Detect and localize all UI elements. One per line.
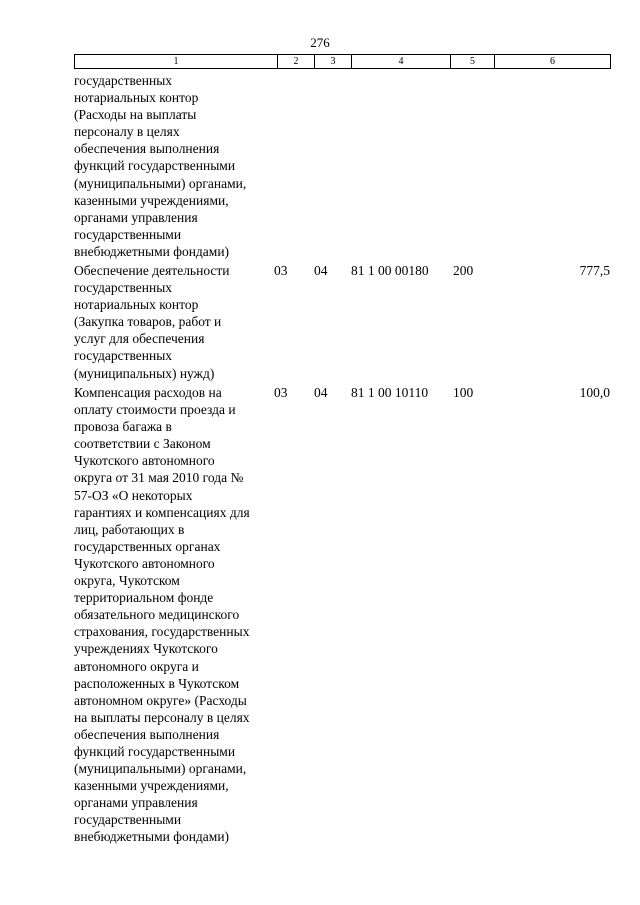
target-article-code: 81 1 00 00180	[351, 263, 429, 278]
description-line: территориальном фонде	[74, 590, 214, 606]
description-line: (муниципальных) нужд)	[74, 365, 215, 381]
column-number-5: 5	[451, 55, 495, 69]
description-line: (Закупка товаров, работ и	[74, 314, 222, 330]
description-line: обеспечения выполнения	[74, 141, 220, 157]
column-number-6: 6	[495, 55, 611, 69]
description-line: 57-ОЗ «О некоторых	[74, 487, 193, 503]
description-line: функций государственными	[74, 743, 236, 759]
description-line: государственных органах	[74, 538, 221, 554]
description-line: государственными	[74, 226, 182, 242]
description-line: внебюджетными фондами)	[74, 829, 230, 845]
column-number-2: 2	[278, 55, 315, 69]
target-article-code: 81 1 00 10110	[351, 385, 429, 400]
description-line: автономного округа и	[74, 658, 199, 674]
description-line: Чукотского автономного	[74, 555, 215, 571]
description-line: государственных	[74, 73, 173, 88]
description-line: страхования, государственных	[74, 624, 250, 640]
description-line: соответствии с Законом	[74, 436, 211, 452]
column-number-row	[75, 55, 611, 69]
description-line: персоналу в целях	[74, 124, 180, 140]
description-line: казенными учреждениями,	[74, 778, 229, 794]
description-line: нотариальных контор	[74, 90, 199, 106]
description-line: (Расходы на выплаты	[74, 107, 197, 123]
description-line: внебюджетными фондами)	[74, 243, 230, 259]
description-line: функций государственными	[74, 158, 236, 174]
description-line: на выплаты персоналу в целях	[74, 709, 250, 725]
description-line: округа, Чукотском	[74, 573, 180, 589]
column-number-1: 1	[75, 55, 278, 69]
description-line: автономном округе» (Расходы	[74, 692, 247, 708]
description-line: округа от 31 мая 2010 года №	[74, 470, 244, 486]
description-line: казенными учреждениями,	[74, 192, 229, 208]
subsection-code: 04	[314, 263, 328, 278]
description-line: органами управления	[74, 209, 198, 225]
description-line: государственных	[74, 280, 173, 296]
description-line: обеспечения выполнения	[74, 726, 220, 742]
description-line: учреждениях Чукотского	[74, 641, 218, 657]
page-number: 276	[310, 35, 330, 50]
description-line: Чукотского автономного	[74, 453, 215, 469]
column-header-table	[74, 54, 611, 69]
description-line: органами управления	[74, 795, 198, 811]
row-description	[74, 262, 279, 382]
description-line: услуг для обеспечения	[74, 331, 205, 347]
amount: 100,0	[579, 385, 610, 400]
expense-type-code: 100	[453, 385, 474, 400]
subsection-code: 04	[314, 385, 328, 400]
description-line: государственных	[74, 348, 173, 364]
description-line: нотариальных контор	[74, 297, 199, 313]
description-line: обязательного медицинского	[74, 607, 240, 623]
description-line: гарантиях и компенсациях для	[74, 504, 250, 520]
row-description	[74, 384, 279, 846]
description-line: государственными	[74, 812, 182, 828]
description-line: (муниципальными) органами,	[74, 761, 247, 777]
expense-type-code: 200	[453, 263, 474, 278]
description-line: Обеспечение деятельности	[74, 263, 230, 278]
section-code: 03	[274, 263, 288, 278]
description-line: Компенсация расходов на	[74, 385, 222, 400]
description-line: провоза багажа в	[74, 419, 172, 435]
description-line: расположенных в Чукотском	[74, 675, 240, 691]
column-number-4: 4	[352, 55, 451, 69]
description-line: лиц, работающих в	[74, 521, 185, 537]
section-code: 03	[274, 385, 288, 400]
column-number-3: 3	[315, 55, 352, 69]
description-line: (муниципальными) органами,	[74, 175, 247, 191]
row-description	[74, 72, 279, 260]
amount: 777,5	[579, 263, 610, 278]
description-line: оплату стоимости проезда и	[74, 402, 236, 418]
